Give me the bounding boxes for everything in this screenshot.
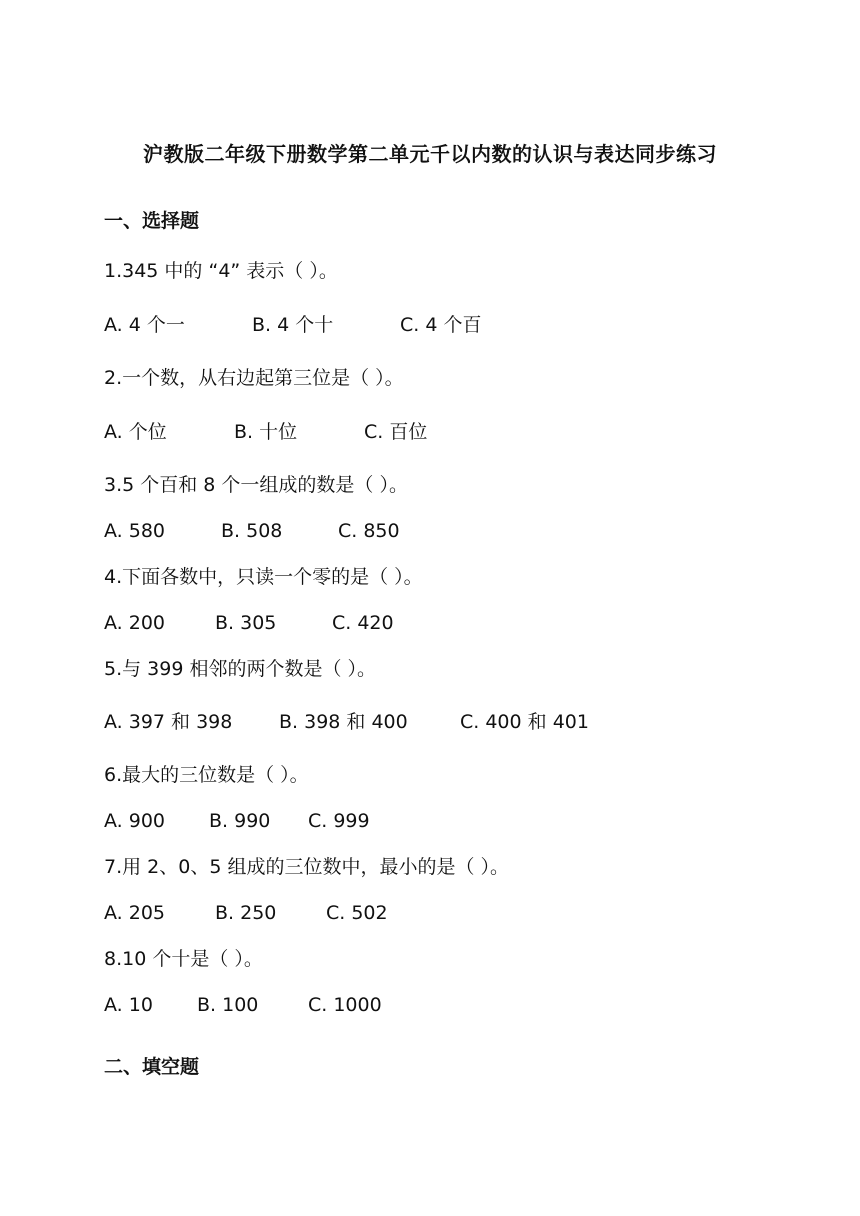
option-c: C. 502	[326, 902, 388, 924]
question-7-text: 7.用 2、0、5 组成的三位数中，最小的是（ ）。	[104, 856, 510, 878]
question-3-text: 3.5 个百和 8 个一组成的数是（ ）。	[104, 474, 408, 496]
option-b: B. 990	[209, 810, 271, 832]
option-a: A. 900	[104, 810, 166, 832]
question-7-options	[104, 901, 388, 925]
question-5-options	[104, 710, 589, 734]
page-title: 沪教版二年级下册数学第二单元千以内数的认识与表达同步练习	[143, 142, 717, 166]
question-3-options	[104, 519, 400, 543]
question-2-options	[104, 420, 427, 444]
question-8-options	[104, 993, 382, 1017]
question-6-options	[104, 809, 370, 833]
option-a: A. 4 个一	[104, 314, 185, 336]
question-4-text: 4.下面各数中，只读一个零的是（ ）。	[104, 566, 423, 588]
option-a: A. 397 和 398	[104, 711, 233, 733]
option-b: B. 4 个十	[252, 314, 334, 336]
option-b: B. 十位	[234, 421, 298, 443]
section-heading-fill: 二、填空题	[104, 1056, 200, 1078]
option-b: B. 100	[197, 994, 259, 1016]
option-b: B. 250	[215, 902, 277, 924]
option-b: B. 398 和 400	[279, 711, 408, 733]
option-a: A. 205	[104, 902, 166, 924]
option-a: A. 200	[104, 612, 166, 634]
question-4-options	[104, 611, 394, 635]
option-a: A. 580	[104, 520, 166, 542]
option-b: B. 305	[215, 612, 277, 634]
question-1-text: 1.345 中的 “4” 表示（ ）。	[104, 260, 338, 282]
option-a: A. 个位	[104, 421, 167, 443]
question-6-text: 6.最大的三位数是（ ）。	[104, 764, 309, 786]
question-1-options	[104, 313, 481, 337]
option-c: C. 百位	[364, 421, 428, 443]
option-c: C. 999	[308, 810, 370, 832]
question-8-text: 8.10 个十是（ ）。	[104, 948, 263, 970]
option-c: C. 420	[332, 612, 394, 634]
section-heading-choice: 一、选择题	[104, 210, 200, 232]
question-5-text: 5.与 399 相邻的两个数是（ ）。	[104, 658, 377, 680]
option-c: C. 400 和 401	[460, 711, 589, 733]
option-a: A. 10	[104, 994, 153, 1016]
question-2-text: 2.一个数，从右边起第三位是（ ）。	[104, 367, 404, 389]
option-c: C. 4 个百	[400, 314, 482, 336]
option-c: C. 850	[338, 520, 400, 542]
option-b: B. 508	[221, 520, 283, 542]
option-c: C. 1000	[308, 994, 382, 1016]
